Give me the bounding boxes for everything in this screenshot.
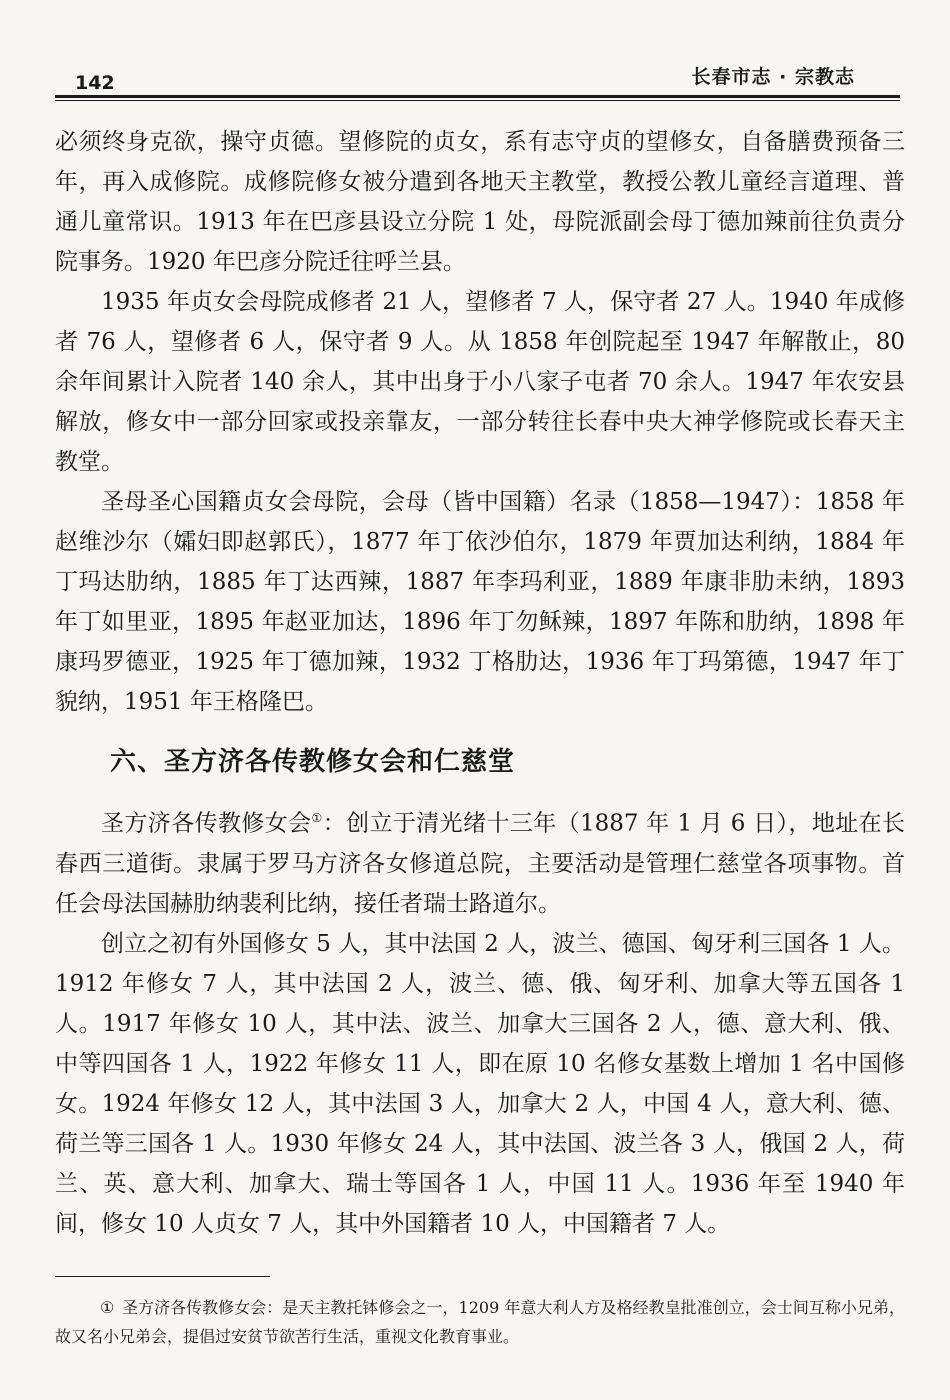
footnote-rule bbox=[55, 1276, 270, 1277]
footnote-marker: ① bbox=[311, 811, 323, 825]
paragraph: 必须终身克欲，操守贞德。望修院的贞女，系有志守贞的望修女，自备膳费预备三年，再入成修院。成修院修女被分遣到各地天主教堂，教授公教儿童经言道理、普通儿童常识。1913 年在巴彦县设立分院 1 处，母院派副会母丁德加辣前往负责分院事务。1920 年巴彦分院迁往呼兰县。 bbox=[55, 129, 905, 275]
header-rule bbox=[55, 95, 900, 98]
page-number: 142 bbox=[75, 72, 115, 94]
page-header bbox=[55, 58, 900, 96]
footnote-text: 圣方济各传教修女会：是天主教托钵修会之一，1209 年意大利人方及格经教皇批准创立，会士间互称小兄弟，故又名小兄弟会，提倡过安贫节欲苦行生活，重视文化教育事业。 bbox=[55, 1298, 905, 1346]
running-title: 长春市志 · 宗教志 bbox=[691, 66, 855, 88]
paragraph: 创立之初有外国修女 5 人，其中法国 2 人，波兰、德国、匈牙利三国各 1 人。1912 年修女 7 人，其中法国 2 人，波兰、德、俄、匈牙利、加拿大等五国各 1 人。1917 年修女 10 人，其中法、波兰、加拿大三国各 2 人，德、意大利、俄、中等四国各 1 人，1922 年修女 11 人，即在原 10 名修女基数上增加 1 名中国修女。1924 年修女 12 人，其中法国 3 人，加拿大 2 人，中国 4 人，意大利、德、荷兰等三国各 1 人。1930 年修女 24 人，其中法国、波兰各 3 人，俄国 2 人，荷兰、英、意大利、加拿大、瑞士等国各 1 人，中国 11 人。1936 年至 1940 年间，修女 10 人贞女 7 人，其中外国籍者 10 人，中国籍者 7 人。 bbox=[55, 930, 905, 1237]
paragraph-rest: ：创立于清光绪十三年（1887 年 1 月 6 日），地址在长春西三道街。隶属于罗马方济各女修道总院，主要活动是管理仁慈堂各项事物。首任会母法国赫肋纳裴利比纳，接任者瑞士路道尔。 bbox=[55, 810, 905, 917]
footnote bbox=[55, 1293, 905, 1351]
header-rule-thin bbox=[55, 100, 900, 101]
paragraph-lead: 圣方济各传教修女会 bbox=[101, 810, 312, 837]
section-heading: 六、圣方济各传教修女会和仁慈堂 bbox=[110, 747, 516, 777]
paragraph: 圣母圣心国籍贞女会母院，会母（皆中国籍）名录（1858—1947）：1858 年赵维沙尔（孀妇即赵郭氏），1877 年丁依沙伯尔，1879 年贾加达利纳，1884 年丁玛达肋纳，1885 年丁达西辣，1887 年李玛利亚，1889 年康非肋未纳，1893 年丁如里亚，1895 年赵亚加达，1896 年丁勿稣辣，1897 年陈和肋纳，1898 年康玛罗德亚，1925 年丁德加辣，1932 丁格肋达，1936 年丁玛第德，1947 年丁貌纳，1951 年王格隆巴。 bbox=[55, 489, 905, 715]
footnote-number: ① bbox=[100, 1298, 115, 1317]
paragraph: 1935 年贞女会母院成修者 21 人，望修者 7 人，保守者 27 人。1940 年成修者 76 人，望修者 6 人，保守者 9 人。从 1858 年创院起至 1947 年解散止，80 余年间累计入院者 140 余人，其中出身于小八家子屯者 70 余人。1947 年农安县解放，修女中一部分回家或投亲靠友，一部分转往长春中央大神学修院或长春天主教堂。 bbox=[55, 289, 905, 475]
body-text bbox=[55, 122, 905, 1244]
paragraph bbox=[55, 798, 905, 924]
